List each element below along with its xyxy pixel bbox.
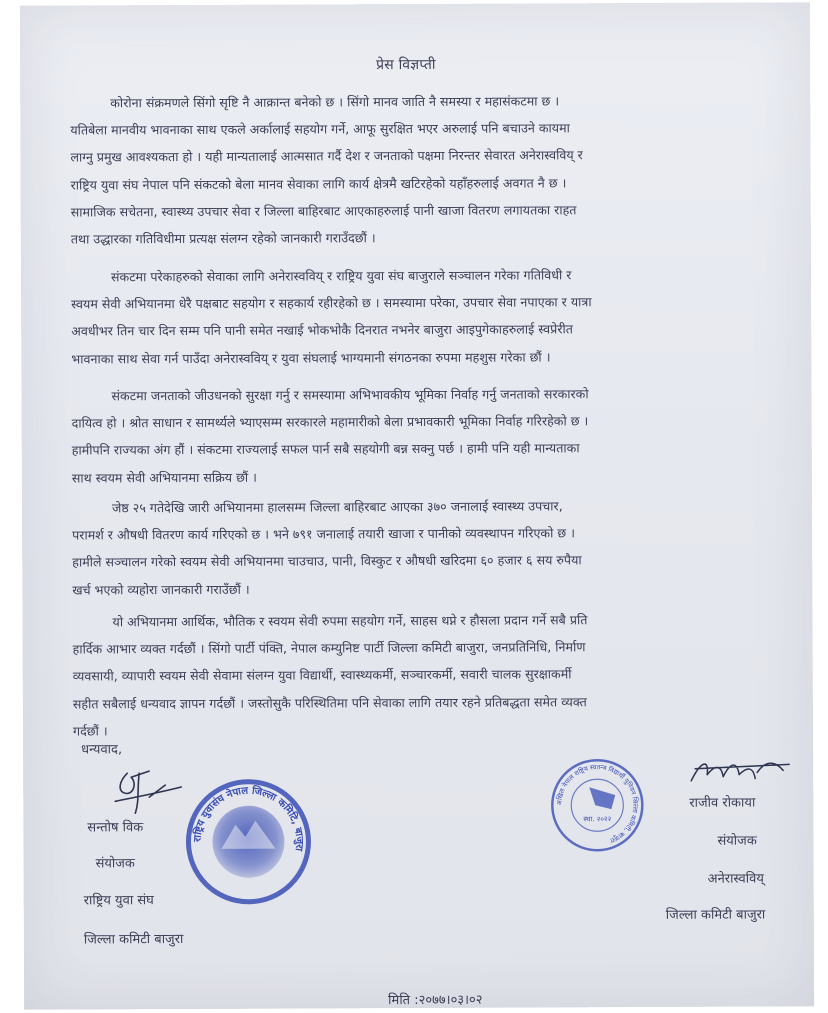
paragraph-line: खर्च भएको व्यहोरा जानकारी गराउँछौं । [72,581,250,598]
paragraph-line: यतिबेला मानवीय भावनाका साथ एकले अर्कालाई सहयोग गर्ने, आफू सुरक्षित भएर अरुलाई पनि बचाउने कायमा [70,120,570,138]
right-signatory-name: राजीव रोकाया [689,795,756,811]
right-signatory-org: अनेरास्वविय् [707,871,764,887]
paragraph-line: हामीले सञ्चालन गरेको स्वयम सेवी अभियानमा चाउचाउ, पानी, विस्कुट र औषधी खरिदमा ६० हजार ६ सय रुपैया [72,552,582,570]
paragraph-line: संकटमा परेकाहरुको सेवाका लागि अनेरास्वविय् र राष्ट्रिय युवा संघ बाजुराले सञ्चालन गरेका गतिविधी र [110,267,572,285]
paragraph-2 [71,260,776,372]
paragraph-line: संकटमा जनताको जीउधनको सुरक्षा गर्नु र समस्यामा अभिभावकीय भूमिका निर्वाह गर्नु जनताको सरकारको [111,386,589,404]
left-signatory-role: संयोजक [95,856,135,872]
paragraph-line: यो अभियानमा आर्थिक, भौतिक र स्वयम सेवी रुपमा सहयोग गर्ने, साहस थप्ने र हौसला प्रदान गर्ने सबै प्रति [112,612,588,630]
paragraph-line: जेष्ठ २५ गतेदेखि जारी अभियानमा हालसम्म जिल्ला बाहिरबाट आएका ३७० जनालाई स्वास्थ्य उपचार, [111,498,563,516]
document-title: प्रेस विज्ञप्ती [376,56,436,74]
right-signature [685,750,795,794]
paragraph-line: कोरोना संक्रमणले सिंगो सृष्टि नै आक्रान्त बनेको छ । सिंगो मानव जाति नै समस्या र महासंकटमा छ । [110,93,560,111]
left-stamp-text: राष्ट्रिय युवासंघ नेपाल जिल्ला कमिटि, बाजुरा [192,785,305,852]
paragraph-line: व्यवसायी, व्यापारी स्वयम सेवी सेवामा संलग्न युवा विद्यार्थी, स्वास्थ्यकर्मी, सञ्चारकर्मी, सवारी चालक सुरक्षाकर्मी [72,666,572,684]
left-signatory-org: राष्ट्रिय युवा संघ [83,893,154,909]
paragraph-line: सहीत सबैलाई धन्यवाद ज्ञापन गर्दछौं । जस्तोसुकै परिस्थितिमा पनि सेवाका लागि तयार रहने प्रतिबद्धता समेत व्यक्त [72,693,587,712]
paragraph-line: हामीपनि राज्यका अंग हौं । संकटमा राज्यलाई सफल पार्न सबै सहयोगी बन्न सक्नु पर्छ । हामी पनि यही मान्यताका [71,440,580,458]
left-organization-stamp [183,776,314,907]
press-release-paper [20,2,814,1009]
paragraph-line: स्वयम सेवी अभियानमा धेरै पक्षबाट सहयोग र सहकार्य रहीरहेको छ । समस्यामा परेका, उपचार सेवा नपाएका र यात्रा [71,294,592,312]
paragraph-line: परामर्श र औषधी वितरण कार्य गरिएको छ । भने ७९१ जनालाई तयारी खाजा र पानीको व्यवस्थापन गरिएको छ । [72,525,575,543]
paragraph-1 [70,86,776,252]
paragraph-line: साथ स्वयम सेवी अभियानमा सक्रिय छौं । [71,469,257,486]
left-signatory-name: सन्तोष विक [87,820,144,836]
paragraph-line: भावनाका साथ सेवा गर्न पाउँदा अनेरास्वविय् र युवा संघलाई भाग्यमानी संगठनका रुपमा महशुस गरेका छौं । [71,348,551,367]
right-signatory-role: संयोजक [717,833,757,849]
paragraph-3 [71,379,776,491]
paragraph-line: तथा उद्धारका गतिविधीमा प्रत्यक्ष संलग्न रहेको जानकारी गराउँदछौं । [70,230,376,247]
closing-thanks: धन्यवाद, [81,742,123,758]
left-signatory-committee: जिल्ला कमिटी बाजुरा [83,932,184,948]
document-date: मिति :२०७७।०३।०२ [388,992,483,1009]
paragraph-line: लाग्नु प्रमुख आवश्यकता हो । यही मान्यतालाई आत्मसात गर्दै देश र जनताको पक्षमा निरन्तर सेवारत अनेरास्वविय् र [70,147,583,165]
paragraph-line: राष्ट्रिय युवा संघ नेपाल पनि संकटको बेला मानव सेवाका लागि कार्य क्षेत्रमै खटिरहेको यहाँहरुलाई अवगत नै छ । [70,174,567,193]
paragraph-line: गर्दछौं । [72,723,108,739]
paragraph-line: दायित्व हो । श्रोत साधान र सामर्थ्यले भ्याएसम्म सरकारले महामारीको बेला प्रभावकारी भूमिका निर्वाह गरिरहेको छ । [71,413,589,431]
paragraph-line: हार्दिक आभार व्यक्त गर्दछौं । सिंगो पार्टी पंक्ति, नेपाल कम्युनिष्ट पार्टी जिल्ला कमिटी बाजुरा, जनप्रतिनिधि, निर्माण [72,639,586,657]
paragraph-line: अवधीभर तिन चार दिन सम्म पनि पानी समेत नखाई भोकभोकै दिनरात नभनेर बाजुरा आइपुगेकाहरुलाई स्वप्रेरीत [71,321,573,339]
paragraph-5 [72,605,778,744]
right-stamp-year: स्था. २०२२ [583,815,612,824]
right-signatory-committee: जिल्ला कमिटी बाजुरा [665,907,766,923]
left-signature [109,767,189,819]
right-stamp-text: अखिल नेपाल राष्ट्रिय स्वतन्त्र विद्यार्थी युनियन जिल्ला कमिटी, बाजुरा [555,763,640,845]
paragraph-line: सामाजिक सचेतना, स्वास्थ्य उपचार सेवा र जिल्ला बाहिरबाट आएकाहरुलाई पानी खाजा वितरण लगायतका राहत [70,202,577,220]
paragraph-4 [72,491,777,603]
right-organization-stamp [549,757,645,853]
